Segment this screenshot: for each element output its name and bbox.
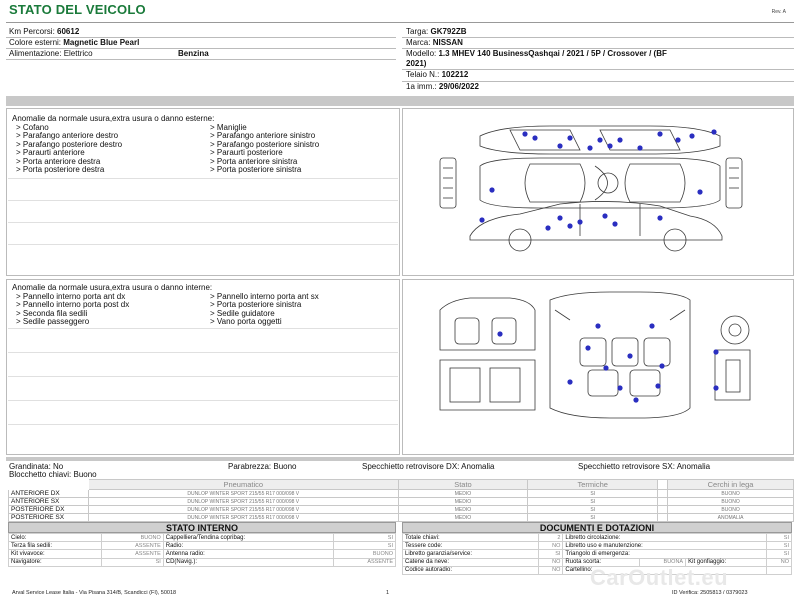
- list-item: > Porta anteriore sinistra: [210, 156, 298, 166]
- revision-label: Rev. A: [771, 9, 786, 15]
- list-item: > Pannello interno porta ant sx: [210, 292, 319, 301]
- verification-id: ID Verifica: 2505813 / 0379023: [672, 590, 748, 596]
- list-item: > Parafango anteriore destro: [16, 131, 119, 141]
- internal-state-table: [8, 533, 396, 567]
- list-item: > Porta posteriore destra: [16, 165, 105, 175]
- page-number: 1: [386, 590, 390, 596]
- list-item: > Pannello interno porta post dx: [16, 300, 130, 310]
- documents-header: DOCUMENTI E DOTAZIONI: [402, 522, 792, 533]
- hail-status: Grandinata: No: [9, 462, 64, 471]
- column-header: Stato: [398, 480, 528, 490]
- plate-field: Targa: GK792ZB: [406, 27, 467, 36]
- table-row: ANTERIORE SX DUNLOP WINTER SPORT 215/55 R17 000/098 V MEDIO SI BUONO: [9, 498, 794, 506]
- list-item: > Sedile guidatore: [210, 308, 275, 318]
- table-row: Libretto garanzia/service: SI Triangolo di emergenza: SI: [403, 550, 792, 558]
- blank-line: [8, 328, 398, 329]
- watermark-logo: CarOutlet.eu: [590, 565, 729, 590]
- table-row: Totale chiavi: 2 Libretto circolazione: SI: [403, 534, 792, 542]
- list-item: > Cofano: [16, 123, 49, 132]
- internal-title: Anomalie da normale usura,extra usura o danno interne:: [12, 283, 213, 292]
- list-item: > Paraurti posteriore: [210, 148, 283, 158]
- blank-line: [8, 352, 398, 353]
- page-title: STATO DEL VEICOLO: [9, 2, 146, 17]
- company-address: Arval Service Lease Italia - Via Pisana 314/B, Scandicci (FI), 50018: [12, 590, 177, 596]
- row-divider: [6, 59, 396, 60]
- column-header: Termiche: [528, 480, 658, 490]
- column-header: Cerchi in lega: [668, 480, 794, 490]
- external-list-left: [16, 124, 122, 174]
- tyres-table: [8, 479, 794, 522]
- mirror-dx-status: Specchietto retrovisore DX: Anomalia: [362, 462, 495, 471]
- table-row: Catene da neve: NO Ruota scorta: BUONA Kit gonfiaggio: NO: [403, 558, 792, 566]
- table-row: ANTERIORE DX DUNLOP WINTER SPORT 215/55 R17 000/098 V MEDIO SI BUONO: [9, 490, 794, 498]
- brand-field: Marca: NISSAN: [406, 38, 463, 47]
- registration-field: 1a imm.: 29/06/2022: [406, 82, 479, 91]
- column-header: Pneumatico: [88, 480, 398, 490]
- model-field: Modello: 1.3 MHEV 140 BusinessQashqai / 2021 / 5P / Crossover / (BF: [406, 49, 667, 58]
- list-item: > Porta posteriore sinistra: [210, 165, 302, 175]
- list-item: > Vano porta oggetti: [210, 317, 282, 327]
- color-field: Colore esterni: Magnetic Blue Pearl: [9, 38, 140, 47]
- spacer-header: [658, 480, 668, 490]
- list-item: > Parafango posteriore sinistro: [210, 139, 320, 149]
- list-item: > Seconda fila sedili: [16, 308, 88, 318]
- title-divider: [6, 22, 794, 23]
- fuel-field: Alimentazione: Elettrico: [9, 49, 93, 58]
- internal-car-diagram: [430, 290, 760, 450]
- table-row: Navigatore: SI CD(Navig.): ASSENTE: [9, 558, 396, 566]
- model-field-cont: 2021): [406, 59, 427, 68]
- blank-header: [9, 480, 89, 490]
- table-row: Cielo: BUONO Cappelliera/Tendina copribag: SI: [9, 534, 396, 542]
- blank-line: [8, 424, 398, 425]
- table-header-row: [9, 480, 794, 490]
- section-band: [6, 457, 794, 461]
- fuel-value: Benzina: [178, 49, 209, 58]
- blank-line: [8, 244, 398, 245]
- internal-list-left: [16, 293, 129, 327]
- blank-line: [8, 222, 398, 223]
- table-row: Kit vivavoce: ASSENTE Antenna radio: BUONO: [9, 550, 396, 558]
- list-item: > Sedile passeggero: [16, 317, 90, 327]
- list-item: > Porta posteriore sinistra: [210, 300, 302, 310]
- km-field: Km Percorsi: 60612: [9, 27, 80, 36]
- list-item: > Paraurti anteriore: [16, 148, 85, 158]
- list-item: > Pannello interno porta ant dx: [16, 292, 126, 301]
- windshield-status: Parabrezza: Buono: [228, 462, 297, 471]
- blank-line: [8, 400, 398, 401]
- blank-line: [8, 200, 398, 201]
- section-band: [6, 96, 794, 106]
- list-item: > Parafango posteriore destro: [16, 139, 123, 149]
- external-car-diagram: [430, 118, 760, 258]
- chassis-field: Telaio N.: 102212: [406, 70, 469, 79]
- blank-line: [8, 178, 398, 179]
- external-title: Anomalie da normale usura,extra usura o danno esterne:: [12, 114, 215, 123]
- internal-state-header: STATO INTERNO: [8, 522, 396, 533]
- table-row: Tessere code: NO Libretto uso e manutenzione: SI: [403, 542, 792, 550]
- list-item: > Porta anteriore destra: [16, 156, 101, 166]
- table-row: Terza fila sedili: ASSENTE Radio: SI: [9, 542, 396, 550]
- table-row: POSTERIORE DX DUNLOP WINTER SPORT 215/55 R17 000/098 V MEDIO SI BUONO: [9, 506, 794, 514]
- external-list-right: [210, 124, 319, 174]
- table-row: Codice autoradio: NO Cartellino:: [403, 566, 792, 574]
- blank-line: [8, 376, 398, 377]
- internal-list-right: [210, 293, 319, 327]
- mirror-sx-status: Specchietto retrovisore SX: Anomalia: [578, 462, 711, 471]
- key-block-status: Blocchetto chiavi: Buono: [9, 470, 97, 479]
- list-item: > Parafango anteriore sinistro: [210, 131, 316, 141]
- list-item: > Maniglie: [210, 123, 247, 132]
- table-row: POSTERIORE SX DUNLOP WINTER SPORT 215/55 R17 000/098 V MEDIO SI ANOMALIA: [9, 514, 794, 522]
